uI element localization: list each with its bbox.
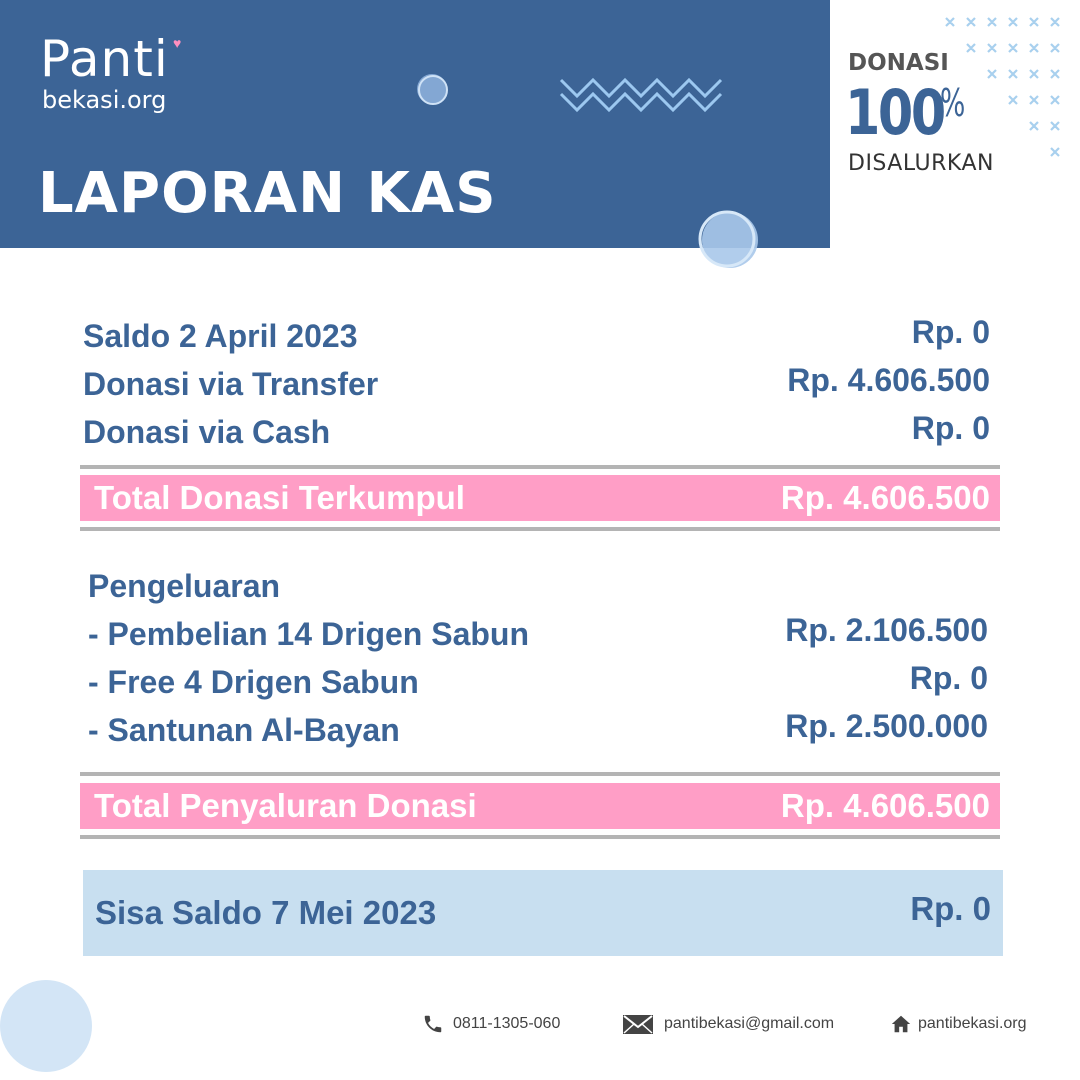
row-label: - Free 4 Drigen Sabun [88,664,419,700]
remaining-balance-box [83,870,1003,956]
divider [80,835,1000,839]
row-value: Rp. 2.500.000 [785,708,988,744]
footer-email [622,1012,862,1036]
badge-percent-sign: % [940,81,966,125]
total-donation-value: Rp. 4.606.500 [780,479,990,516]
expense-row [88,614,988,654]
balance-value: Rp. 0 [910,890,991,927]
phone-icon [422,1012,444,1036]
phone-text: 0811-1305-060 [453,1015,561,1032]
divider [80,527,1000,531]
row-value: Rp. 4.606.500 [787,362,990,398]
donation-row [83,412,990,452]
bubble-decoration-icon [412,72,452,108]
row-label: - Santunan Al-Bayan [88,712,400,748]
circle-decoration-icon [0,978,94,1078]
logo-domain: bekasi.org [42,86,167,114]
email-text: pantibekasi@gmail.com [664,1015,835,1032]
expenses-heading [88,566,995,606]
total-distribution-value: Rp. 4.606.500 [780,787,990,824]
row-label: Saldo 2 April 2023 [83,318,358,354]
divider [80,772,1000,776]
page-title: LAPORAN KAS [38,161,497,226]
row-value: Rp. 2.106.500 [785,612,988,648]
total-donation-bar [80,475,1000,521]
logo-name: Panti [40,30,169,88]
website-text: pantibekasi.org [918,1015,1027,1032]
home-icon [890,1012,912,1036]
expenses-heading-label: Pengeluaran [88,568,281,604]
divider [80,465,1000,469]
donation-row [83,364,990,404]
zigzag-decoration-icon [558,74,724,118]
badge-label-top: DONASI [848,50,949,76]
row-label: - Pembelian 14 Drigen Sabun [88,616,529,652]
total-distribution-label: Total Penyaluran Donasi [94,787,477,824]
total-distribution-bar [80,783,1000,829]
donation-row [83,316,990,356]
expense-row [88,662,988,702]
badge-percentage: 100 [845,76,944,149]
heart-icon: ♥ [173,35,182,51]
row-label: Donasi via Cash [83,414,331,450]
balance-label: Sisa Saldo 7 Mei 2023 [95,894,437,931]
row-value: Rp. 0 [909,660,988,696]
row-label: Donasi via Transfer [83,366,379,402]
expense-row [88,710,988,750]
row-value: Rp. 0 [911,410,990,446]
circle-decoration-icon [692,208,768,274]
footer-website [890,1012,1050,1036]
badge-label-bottom: DISALURKAN [848,151,994,176]
envelope-icon [622,1012,654,1036]
total-donation-label: Total Donasi Terkumpul [94,479,465,516]
footer-phone [422,1012,582,1036]
row-value: Rp. 0 [911,314,990,350]
